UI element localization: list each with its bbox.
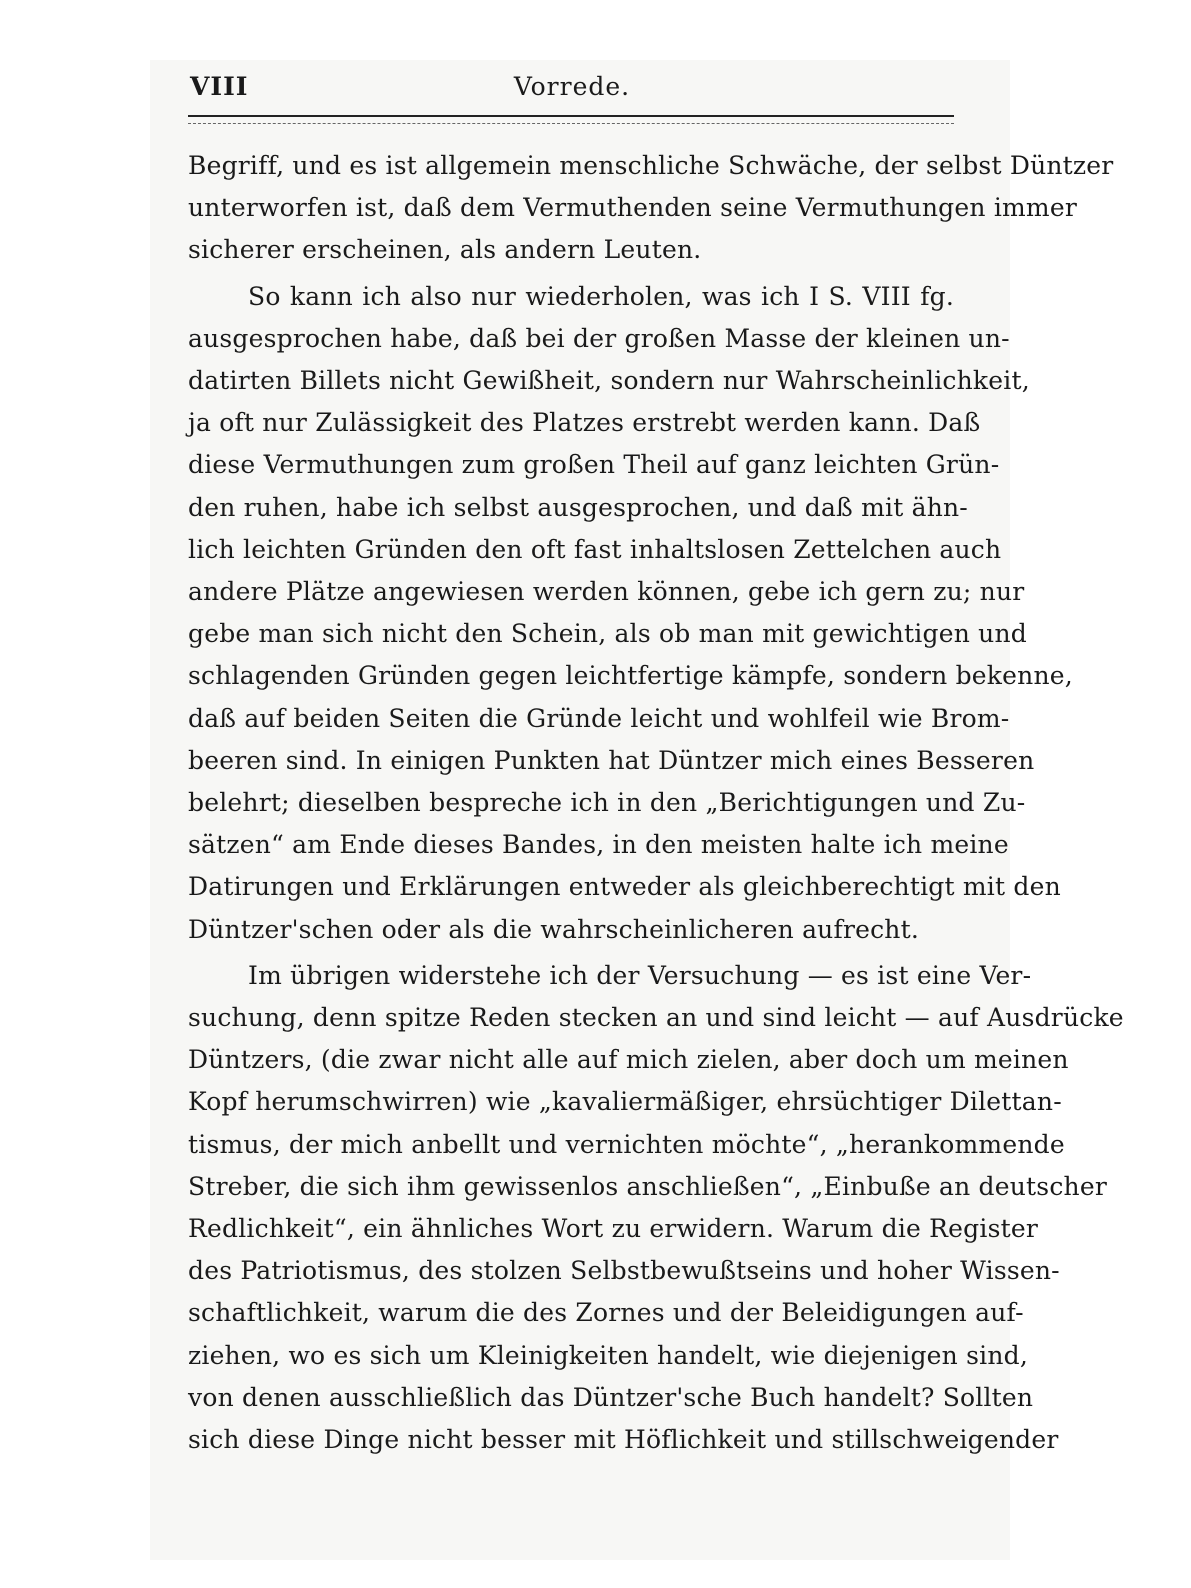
text-line: den ruhen, habe ich selbst ausgesprochen, und daß mit ähn- (188, 492, 968, 522)
body-text (188, 145, 1124, 1461)
text-line: daß auf beiden Seiten die Gründe leicht und wohlfeil wie Brom- (188, 703, 1010, 733)
text-line: ausgesprochen habe, daß bei der großen Masse der kleinen un- (188, 323, 1010, 353)
text-line: Streber, die sich ihm gewissenlos anschließen“, „Einbuße an deutscher (188, 1171, 1107, 1201)
text-line: diese Vermuthungen zum großen Theil auf ganz leichten Grün- (188, 450, 1000, 480)
text-line: Kopf herumschwirren) wie „kavaliermäßiger, ehrsüchtiger Dilettan- (188, 1087, 1062, 1117)
text-line: belehrt; dieselben bespreche ich in den „Berichtigungen und Zu- (188, 788, 1026, 818)
page-header (190, 72, 954, 112)
header-rule (188, 115, 954, 124)
text-line: schlagenden Gründen gegen leichtfertige kämpfe, sondern bekenne, (188, 661, 1073, 691)
text-line: sich diese Dinge nicht besser mit Höflichkeit und stillschweigender (188, 1425, 1059, 1455)
text-line: So kann ich also nur wiederholen, was ich I S. VIII fg. (248, 281, 954, 311)
text-line: gebe man sich nicht den Schein, als ob man mit gewichtigen und (188, 619, 1027, 649)
text-line: Im übrigen widerstehe ich der Versuchung — es ist eine Ver- (248, 960, 1032, 990)
paragraph (188, 276, 1073, 951)
text-line: tismus, der mich anbellt und vernichten möchte“, „herankommende (188, 1129, 1065, 1159)
text-line: Begriff, und es ist allgemein menschliche Schwäche, der selbst Düntzer (188, 151, 1114, 180)
text-line: Düntzer'schen oder als die wahrscheinlicheren aufrecht. (188, 914, 919, 944)
text-line: beeren sind. In einigen Punkten hat Düntzer mich eines Besseren (188, 745, 1035, 775)
text-line: sätzen“ am Ende dieses Bandes, in den meisten halte ich meine (188, 830, 1009, 860)
text-line: von denen ausschließlich das Düntzer'sche Buch handelt? Sollten (188, 1382, 1034, 1412)
paragraph (188, 955, 1124, 1461)
text-line: sicherer erscheinen, als andern Leuten. (188, 235, 702, 265)
text-line: lich leichten Gründen den oft fast inhaltslosen Zettelchen auch (188, 534, 1002, 564)
text-line: Düntzers, (die zwar nicht alle auf mich zielen, aber doch um meinen (188, 1045, 1069, 1075)
text-line: des Patriotismus, des stolzen Selbstbewußtseins und hoher Wissen- (188, 1256, 1060, 1286)
page-number: VIII (190, 72, 249, 101)
running-head: Vorrede. (513, 72, 631, 101)
text-line: ja oft nur Zulässigkeit des Platzes erstrebt werden kann. Daß (188, 408, 981, 438)
paragraph (188, 145, 1114, 272)
text-line: datirten Billets nicht Gewißheit, sondern nur Wahrscheinlichkeit, (188, 366, 1030, 396)
text-line: Redlichkeit“, ein ähnliches Wort zu erwidern. Warum die Register (188, 1214, 1038, 1244)
text-line: ziehen, wo es sich um Kleinigkeiten handelt, wie diejenigen sind, (188, 1340, 1028, 1370)
text-line: suchung, denn spitze Reden stecken an und sind leicht — auf Ausdrücke (188, 1003, 1124, 1033)
text-line: andere Plätze angewiesen werden können, gebe ich gern zu; nur (188, 577, 1025, 607)
text-line: unterworfen ist, daß dem Vermuthenden seine Vermuthungen immer (188, 193, 1077, 223)
text-line: schaftlichkeit, warum die des Zornes und der Beleidigungen auf- (188, 1298, 1024, 1328)
text-line: Datirungen und Erklärungen entweder als gleichberechtigt mit den (188, 872, 1061, 902)
